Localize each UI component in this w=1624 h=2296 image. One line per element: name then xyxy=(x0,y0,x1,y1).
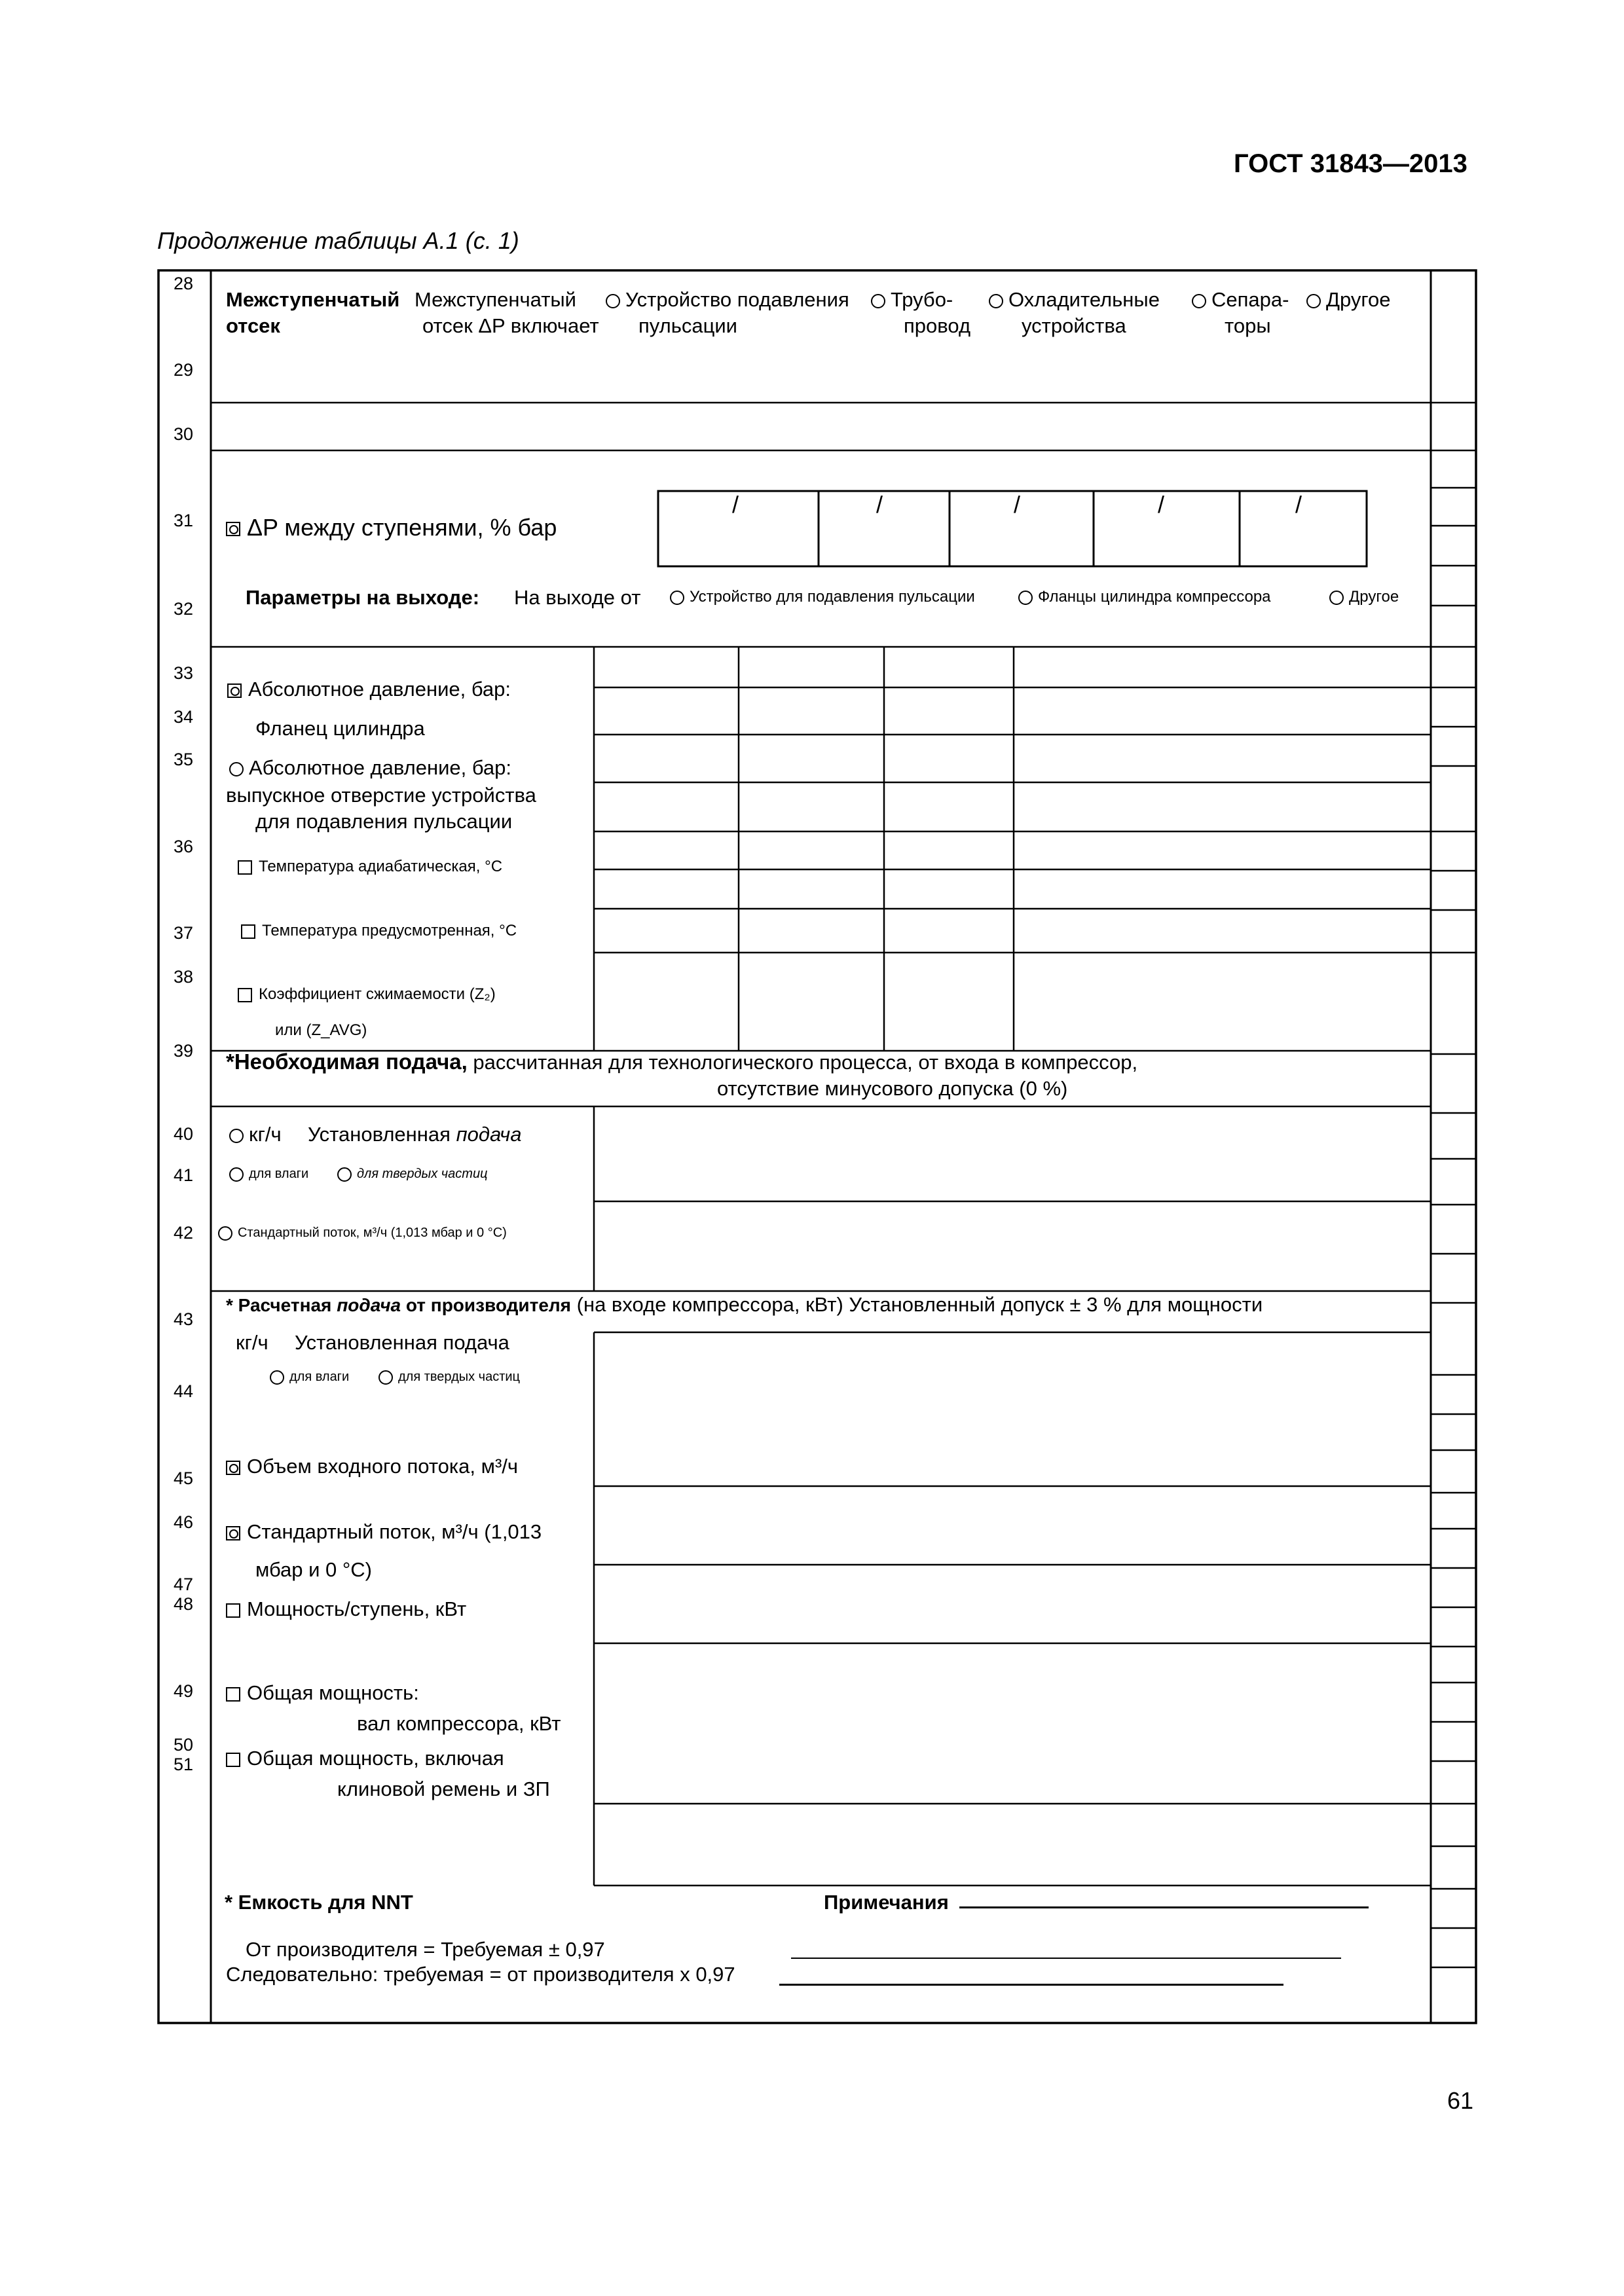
row-number: 50 xyxy=(174,1735,194,1755)
checkbox-icon xyxy=(226,1753,240,1767)
radio-icon xyxy=(989,294,1003,308)
row-number: 46 xyxy=(174,1512,194,1532)
row-number: 33 xyxy=(174,663,194,683)
compressibility-label-2: или (Z_AVG) xyxy=(275,1021,367,1039)
temp-expected-label[interactable]: Температура предусмотренная, °C xyxy=(241,922,517,940)
row-number: 37 xyxy=(174,923,194,943)
row-number: 38 xyxy=(174,967,194,987)
rated-flow-unit: кг/ч xyxy=(236,1331,268,1354)
notes-label: Примечания xyxy=(824,1891,949,1914)
rated-flow-solid[interactable]: для твердых частиц xyxy=(378,1370,520,1385)
required-flow-boxes xyxy=(594,1106,1431,1291)
checkbox-checked-icon xyxy=(226,1461,240,1475)
radio-icon xyxy=(1306,294,1321,308)
page-number: 61 xyxy=(1447,2087,1474,2114)
delta-p-separator: / xyxy=(1158,491,1165,518)
outlet-hole-label: выпускное отверстие устройства xyxy=(226,784,536,807)
interstage-title: Межступенчатый xyxy=(226,288,400,311)
row-number: 32 xyxy=(174,599,194,619)
delta-p-field[interactable] xyxy=(1096,494,1238,563)
row-number: 31 xyxy=(174,511,194,530)
std-flow-label-2: мбар и 0 °C) xyxy=(255,1558,372,1581)
checkbox-checked-icon xyxy=(226,1526,240,1540)
required-flow-line: *Необходимая подача, рассчитанная для технологического процесса, от входа в компрессор, xyxy=(226,1049,1138,1074)
compressibility-label[interactable]: Коэффициент сжимаемости (Z₂) xyxy=(238,985,496,1004)
radio-icon xyxy=(229,1167,244,1182)
abs-pressure-label[interactable]: Абсолютное давление, бар: xyxy=(227,678,511,701)
abs-pressure-2-label[interactable]: Абсолютное давление, бар: xyxy=(229,756,511,780)
checkbox-icon xyxy=(226,1687,240,1702)
total-power-label-2: вал компрессора, кВт xyxy=(357,1712,561,1735)
interstage-option-coolers-2: устройства xyxy=(1022,314,1126,337)
checkbox-checked-icon xyxy=(226,522,240,536)
radio-icon xyxy=(871,294,885,308)
outlet-option-pulsation[interactable]: Устройство для подавления пульсации xyxy=(670,588,975,606)
row-number: 35 xyxy=(174,750,194,769)
row-number: 40 xyxy=(174,1124,194,1144)
required-flow-installed: Установленная подача xyxy=(308,1123,522,1146)
row-number: 34 xyxy=(174,707,194,727)
row-number: 51 xyxy=(174,1755,194,1774)
row-number: 28 xyxy=(174,274,194,293)
outlet-at-label: На выходе от xyxy=(514,586,641,609)
required-flow-unit[interactable]: кг/ч xyxy=(229,1123,282,1146)
row-number: 43 xyxy=(174,1309,194,1329)
standard-number: ГОСТ 31843—2013 xyxy=(1234,149,1467,178)
row-number: 44 xyxy=(174,1381,194,1401)
radio-icon xyxy=(229,1129,244,1143)
total-power-belt-label-2: клиновой ремень и ЗП xyxy=(337,1777,550,1800)
required-flow-solid[interactable]: для твердых частиц xyxy=(337,1167,488,1182)
radio-icon xyxy=(1192,294,1206,308)
total-power-label[interactable]: Общая мощность: xyxy=(226,1681,419,1705)
radio-icon xyxy=(218,1226,232,1241)
interstage-option-separators-2: торы xyxy=(1225,314,1271,337)
interstage-option-pipe-2: провод xyxy=(904,314,971,337)
radio-icon xyxy=(337,1167,352,1182)
right-column-ticks xyxy=(1431,403,1476,1967)
delta-p-separator: / xyxy=(732,491,739,518)
radio-icon xyxy=(670,591,684,605)
row-number: 30 xyxy=(174,424,194,444)
formula-1: От производителя = Требуемая ± 0,97 xyxy=(246,1938,605,1961)
row-number: 47 xyxy=(174,1575,194,1594)
flange-label: Фланец цилиндра xyxy=(255,717,425,740)
row-number: 49 xyxy=(174,1681,194,1701)
interstage-option-pipe[interactable]: Трубо- xyxy=(871,288,953,312)
row-number: 42 xyxy=(174,1223,194,1243)
delta-p-field[interactable] xyxy=(660,494,816,563)
interstage-desc: Межступенчатый xyxy=(415,288,577,311)
table-caption: Продолжение таблицы А.1 (с. 1) xyxy=(157,227,519,254)
interstage-option-coolers[interactable]: Охладительные xyxy=(989,288,1160,312)
interstage-option-pulsation[interactable]: Устройство подавления xyxy=(606,288,849,312)
notes-line[interactable] xyxy=(959,1906,1369,1908)
outlet-option-flanges[interactable]: Фланцы цилиндра компрессора xyxy=(1018,588,1271,606)
row-number: 45 xyxy=(174,1468,194,1488)
rated-flow-wet[interactable]: для влаги xyxy=(270,1370,349,1385)
checkbox-icon xyxy=(238,860,252,875)
required-flow-standard[interactable]: Стандартный поток, м³/ч (1,013 мбар и 0 °C) xyxy=(218,1226,507,1241)
rated-flow-installed: Установленная подача xyxy=(295,1331,509,1354)
delta-p-label[interactable]: ΔP между ступенями, % бар xyxy=(226,514,557,541)
formula-2: Следовательно: требуемая = от производителя х 0,97 xyxy=(226,1963,735,1986)
delta-p-field[interactable] xyxy=(951,494,1092,563)
interstage-title-2: отсек xyxy=(226,314,280,337)
inlet-volume-label[interactable]: Объем входного потока, м³/ч xyxy=(226,1455,518,1478)
nnt-label: * Емкость для NNT xyxy=(225,1891,413,1914)
interstage-option-pulsation-2: пульсации xyxy=(638,314,737,337)
formula-1-line[interactable] xyxy=(791,1958,1341,1959)
radio-icon xyxy=(378,1370,393,1385)
delta-p-field[interactable] xyxy=(1242,494,1365,563)
delta-p-separator: / xyxy=(1295,491,1302,518)
interstage-option-separators[interactable]: Сепара- xyxy=(1192,288,1289,312)
outlet-params-grid xyxy=(594,647,1431,1051)
power-stage-label[interactable]: Мощность/ступень, кВт xyxy=(226,1597,466,1621)
required-flow-line-2: отсутствие минусового допуска (0 %) xyxy=(717,1077,1068,1100)
checkbox-icon xyxy=(241,924,255,939)
checkbox-checked-icon xyxy=(227,683,242,698)
required-flow-wet[interactable]: для влаги xyxy=(229,1167,308,1182)
rated-flow-boxes xyxy=(594,1332,1431,1886)
interstage-desc-2: отсек ΔP включает xyxy=(422,314,599,337)
delta-p-field[interactable] xyxy=(821,494,948,563)
row-number: 41 xyxy=(174,1165,194,1185)
row-number: 29 xyxy=(174,360,194,380)
row-number: 36 xyxy=(174,837,194,856)
outlet-option-other[interactable]: Другое xyxy=(1329,588,1399,606)
radio-icon xyxy=(229,762,244,776)
radio-icon xyxy=(1018,591,1033,605)
delta-p-separator: / xyxy=(1014,491,1021,518)
std-flow-label[interactable]: Стандартный поток, м³/ч (1,013 xyxy=(226,1520,542,1544)
formula-2-line[interactable] xyxy=(779,1984,1283,1986)
delta-p-separator: / xyxy=(876,491,883,518)
row-number: 48 xyxy=(174,1594,194,1614)
radio-icon xyxy=(1329,591,1344,605)
radio-icon xyxy=(270,1370,284,1385)
row-number: 39 xyxy=(174,1041,194,1061)
checkbox-icon xyxy=(238,988,252,1002)
total-power-belt-label[interactable]: Общая мощность, включая xyxy=(226,1747,504,1770)
rated-flow-line: * Расчетная подача от производителя (на входе компрессора, кВт) Установленный допуск ± 3 % для мощности xyxy=(226,1293,1263,1316)
outlet-params-label: Параметры на выходе: xyxy=(246,586,480,609)
outlet-hole-label-2: для подавления пульсации xyxy=(255,810,513,833)
radio-icon xyxy=(606,294,620,308)
interstage-option-other[interactable]: Другое xyxy=(1306,288,1391,312)
temp-adiabatic-label[interactable]: Температура адиабатическая, °C xyxy=(238,858,502,876)
checkbox-icon xyxy=(226,1603,240,1618)
